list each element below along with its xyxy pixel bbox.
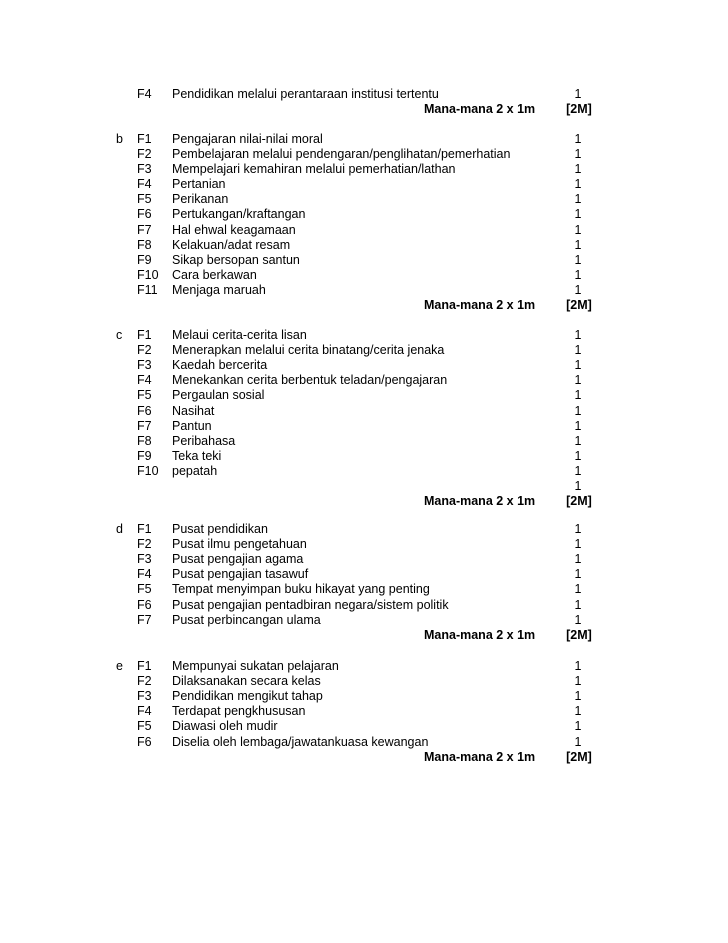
section-letter: b [116,132,123,146]
item-code: F2 [137,343,152,357]
item-row [0,328,728,343]
item-code: F2 [137,147,152,161]
summary-label: Mana-mana 2 x 1m [424,750,536,764]
item-text: Pusat pengajian agama [172,552,304,566]
item-mark: 1 [574,419,582,433]
item-row [0,343,728,358]
item-row [0,177,728,192]
item-code: F4 [137,373,152,387]
item-text: Peribahasa [172,434,236,448]
item-row [0,404,728,419]
item-row [0,659,728,674]
item-mark: 1 [574,238,582,252]
item-mark: 1 [574,522,582,536]
item-code: F7 [137,613,152,627]
item-mark: 1 [574,659,582,673]
item-text: Kelakuan/adat resam [172,238,291,252]
item-code: F5 [137,388,152,402]
item-code: F1 [137,522,152,536]
item-row [0,567,728,582]
item-text: Pusat pengajian pentadbiran negara/sistem politik [172,598,449,612]
item-text: Teka teki [172,449,222,463]
item-code: F10 [137,268,159,282]
item-text: Menerapkan melalui cerita binatang/cerita jenaka [172,343,445,357]
item-code: F7 [137,419,152,433]
item-code: F4 [137,704,152,718]
item-code: F4 [137,177,152,191]
item-row [0,689,728,704]
item-text: Pusat ilmu pengetahuan [172,537,307,551]
item-code: F3 [137,358,152,372]
item-mark: 1 [574,464,582,478]
item-code: F5 [137,192,152,206]
item-text: Pusat pengajian tasawuf [172,567,309,581]
item-row [0,388,728,403]
item-code: F11 [137,283,158,297]
summary-label: Mana-mana 2 x 1m [424,102,536,116]
item-text: Pantun [172,419,212,433]
summary-row [0,628,728,643]
item-row [0,162,728,177]
item-code: F3 [137,552,152,566]
item-code: F6 [137,207,152,221]
item-row [0,283,728,298]
item-code: F8 [137,434,152,448]
item-row [0,464,728,479]
item-mark: 1 [574,567,582,581]
item-text: Kaedah bercerita [172,358,268,372]
item-row [0,434,728,449]
item-mark: 1 [574,87,582,101]
item-mark: 1 [574,223,582,237]
item-code: F5 [137,719,152,733]
item-code: F6 [137,598,152,612]
item-row [0,522,728,537]
item-mark: 1 [574,177,582,191]
item-mark: 1 [574,404,582,418]
item-mark: 1 [574,434,582,448]
item-row [0,704,728,719]
item-row [0,147,728,162]
item-text: Pendidikan melalui perantaraan institusi tertentu [172,87,439,101]
item-code: F1 [137,328,152,342]
item-mark: 1 [574,207,582,221]
item-code: F3 [137,689,152,703]
item-row [0,373,728,388]
summary-label: Mana-mana 2 x 1m [424,298,536,312]
extra-mark-row [0,479,728,494]
item-code: F2 [137,674,152,688]
item-text: Diawasi oleh mudir [172,719,278,733]
item-text: Terdapat pengkhususan [172,704,306,718]
item-mark: 1 [574,283,582,297]
item-mark: 1 [574,192,582,206]
item-code: F9 [137,253,152,267]
item-code: F6 [137,404,152,418]
item-row [0,419,728,434]
item-mark: 1 [574,582,582,596]
item-text: Dilaksanakan secara kelas [172,674,321,688]
item-code: F3 [137,162,152,176]
summary-total: [2M] [566,750,592,764]
item-mark: 1 [574,253,582,267]
item-code: F9 [137,449,152,463]
item-text: Pertanian [172,177,226,191]
item-row [0,207,728,222]
summary-label: Mana-mana 2 x 1m [424,494,536,508]
item-mark: 1 [574,689,582,703]
item-mark: 1 [574,268,582,282]
item-text: Hal ehwal keagamaan [172,223,296,237]
item-mark: 1 [574,537,582,551]
item-text: Melaui cerita-cerita lisan [172,328,307,342]
summary-total: [2M] [566,102,592,116]
item-code: F6 [137,735,152,749]
summary-row [0,298,728,313]
item-mark: 1 [574,479,582,493]
item-text: Pendidikan mengikut tahap [172,689,323,703]
item-text: Menekankan cerita berbentuk teladan/pengajaran [172,373,448,387]
item-mark: 1 [574,343,582,357]
summary-total: [2M] [566,494,592,508]
section-letter: e [116,659,123,673]
item-mark: 1 [574,704,582,718]
item-row [0,449,728,464]
item-text: Pengajaran nilai-nilai moral [172,132,323,146]
item-text: Pusat perbincangan ulama [172,613,321,627]
item-row [0,598,728,613]
item-code: F8 [137,238,152,252]
item-row [0,537,728,552]
item-code: F4 [137,567,152,581]
item-code: F5 [137,582,152,596]
item-row [0,238,728,253]
item-text: Diselia oleh lembaga/jawatankuasa kewangan [172,735,429,749]
item-row [0,268,728,283]
item-mark: 1 [574,598,582,612]
item-mark: 1 [574,719,582,733]
item-row [0,223,728,238]
item-row [0,358,728,373]
item-text: pepatah [172,464,218,478]
section-letter: c [116,328,123,342]
item-text: Nasihat [172,404,215,418]
item-row [0,552,728,567]
item-row [0,132,728,147]
item-code: F4 [137,87,152,101]
section-letter: d [116,522,123,536]
item-row [0,719,728,734]
item-row [0,253,728,268]
item-code: F7 [137,223,152,237]
summary-label: Mana-mana 2 x 1m [424,628,536,642]
item-mark: 1 [574,449,582,463]
item-mark: 1 [574,162,582,176]
item-text: Mempunyai sukatan pelajaran [172,659,339,673]
item-mark: 1 [574,147,582,161]
item-text: Pertukangan/kraftangan [172,207,306,221]
item-mark: 1 [574,328,582,342]
summary-row [0,494,728,509]
item-code: F2 [137,537,152,551]
summary-total: [2M] [566,298,592,312]
item-text: Perikanan [172,192,229,206]
item-mark: 1 [574,613,582,627]
item-row [0,613,728,628]
item-code: F1 [137,132,152,146]
item-mark: 1 [574,674,582,688]
header-item-row [0,87,728,102]
item-text: Mempelajari kemahiran melalui pemerhatian/lathan [172,162,456,176]
item-text: Cara berkawan [172,268,257,282]
item-text: Pergaulan sosial [172,388,265,402]
item-row [0,735,728,750]
item-text: Menjaga maruah [172,283,266,297]
item-mark: 1 [574,358,582,372]
item-mark: 1 [574,373,582,387]
item-text: Sikap bersopan santun [172,253,300,267]
item-code: F10 [137,464,159,478]
item-code: F1 [137,659,152,673]
item-text: Tempat menyimpan buku hikayat yang penting [172,582,430,596]
item-row [0,582,728,597]
summary-total: [2M] [566,628,592,642]
item-mark: 1 [574,735,582,749]
item-text: Pembelajaran melalui pendengaran/penglihatan/pemerhatian [172,147,511,161]
summary-row [0,102,728,117]
item-mark: 1 [574,552,582,566]
item-mark: 1 [574,132,582,146]
item-text: Pusat pendidikan [172,522,268,536]
item-mark: 1 [574,388,582,402]
item-row [0,674,728,689]
summary-row [0,750,728,765]
item-row [0,192,728,207]
